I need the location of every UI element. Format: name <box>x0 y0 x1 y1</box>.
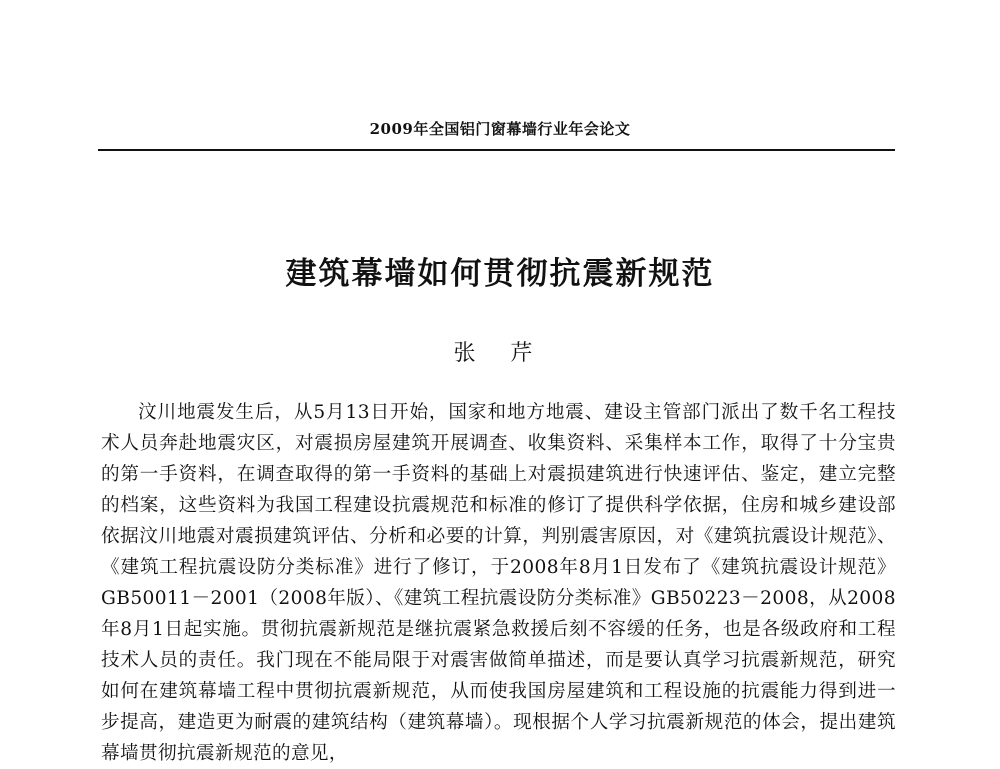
article-author: 张 芹 <box>453 341 547 366</box>
body-paragraph: 汶川地震发生后，从5月13日开始，国家和地方地震、建设主管部门派出了数千名工程技术人员奔赴地震灾区，对震损房屋建筑开展调查、收集资料、采集样本工作，取得了十分宝贵的第一手资料，在调查取得的第一手资料的基础上对震损建筑进行快速评估、鉴定，建立完整的档案，这些资料为我国工程建设抗震规范和标准的修订了提供科学依据，住房和城乡建设部依据汶川地震对震损建筑评估、分析和必要的计算，判别震害原因，对《建筑抗震设计规范》、《建筑工程抗震设防分类标准》进行了修订，于2008年8月1日发布了《建筑抗震设计规范》GB50011－2001（2008年版）、《建筑工程抗震设防分类标准》GB50223－2008，从2008年8月1日起实施。贯彻抗震新规范是继抗震紧急救援后刻不容缓的任务，也是各级政府和工程技术人员的责任。我门现在不能局限于对震害做简单描述，而是要认真学习抗震新规范，研究如何在建筑幕墙工程中贯彻抗震新规范，从而使我国房屋建筑和工程设施的抗震能力得到进一步提高，建造更为耐震的建筑结构（建筑幕墙）。现根据个人学习抗震新规范的体会，提出建筑幕墙贯彻抗震新规范的意见， <box>101 402 896 764</box>
article-title: 建筑幕墙如何贯彻抗震新规范 <box>285 256 715 292</box>
running-header: 2009年全国铝门窗幕墙行业年会论文 <box>369 120 631 138</box>
header-rule <box>98 149 895 151</box>
